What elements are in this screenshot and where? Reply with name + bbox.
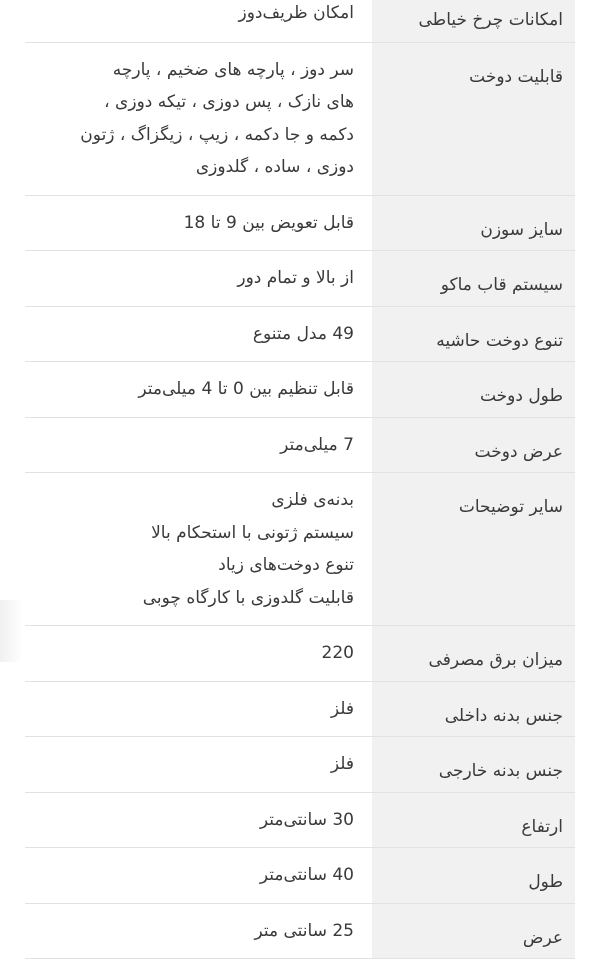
spec-row [25,251,575,307]
spec-value-line: قابل تعویض بین 9 تا 18 [183,212,354,233]
spec-row [25,195,575,251]
spec-row [25,903,575,959]
spec-row [25,0,575,42]
spec-value [25,251,372,307]
spec-value [25,362,372,418]
spec-value [25,42,372,195]
spec-row [25,417,575,473]
spec-row [25,42,575,195]
spec-value [25,473,372,626]
spec-value-line: 30 سانتی‌متر [259,809,354,830]
spec-row [25,681,575,737]
spec-label: ارتفاع [372,792,575,848]
spec-value-line: از بالا و تمام دور [237,268,354,288]
spec-row [25,626,575,682]
spec-row [25,473,575,626]
spec-label: جنس بدنه خارجی [372,737,575,793]
spec-value-line: دوزی ، ساده ، گلدوزی [195,157,354,177]
spec-value-line: سر دوز ، پارچه های ضخیم ، پارچه [112,59,354,80]
spec-value [25,626,372,682]
spec-label: طول دوخت [372,362,575,418]
spec-label: سایر توضیحات [372,473,575,626]
spec-value-line: فلز [330,698,354,719]
spec-value-line: تنوع دوخت‌های زیاد [218,555,354,575]
spec-value [25,195,372,251]
spec-row [25,737,575,793]
spec-label: سایز سوزن [372,195,575,251]
spec-value [25,848,372,904]
spec-value [25,0,372,42]
scroll-edge-shadow [0,600,22,662]
spec-row [25,792,575,848]
spec-label: طول [372,848,575,904]
spec-value [25,903,372,959]
spec-value-line: سیستم ژتونی با استحکام بالا [151,522,354,543]
spec-label: میزان برق مصرفی [372,626,575,682]
spec-value-line: فلز [330,754,354,774]
spec-value-line: امکان ظریف‌دوز [238,3,354,23]
spec-label: عرض دوخت [372,417,575,473]
spec-label: قابلیت دوخت [372,42,575,195]
spec-value [25,681,372,737]
spec-row [25,306,575,362]
spec-label: تنوع دوخت حاشیه [372,306,575,362]
spec-label: عرض [372,903,575,959]
spec-value-line: قابلیت گلدوزی با کارگاه چوبی [142,587,354,608]
spec-label: امکانات چرخ خیاطی [372,0,575,42]
spec-value-line: 49 مدل متنوع [252,323,354,344]
spec-value [25,417,372,473]
spec-value [25,306,372,362]
spec-value [25,737,372,793]
spec-value [25,792,372,848]
spec-value-line: 40 سانتی‌متر [259,865,354,885]
spec-value-line: بدنه‌ی فلزی [271,490,354,510]
spec-label: سیستم قاب ماکو [372,251,575,307]
spec-row [25,848,575,904]
spec-value-line: های نازک ، پس دوزی ، تیکه دوزی ، [104,92,354,112]
spec-row [25,362,575,418]
spec-value-line: دکمه و جا دکمه ، زیپ ، زیگزاگ ، ژتون [80,124,354,145]
specifications-table [25,0,575,959]
spec-value-line: 25 سانتی متر [254,920,354,941]
spec-value-line: 220 [321,643,354,663]
spec-value-line: قابل تنظیم بین 0 تا 4 میلی‌متر [138,379,354,399]
spec-label: جنس بدنه داخلی [372,681,575,737]
spec-value-line: 7 میلی‌متر [280,434,354,455]
